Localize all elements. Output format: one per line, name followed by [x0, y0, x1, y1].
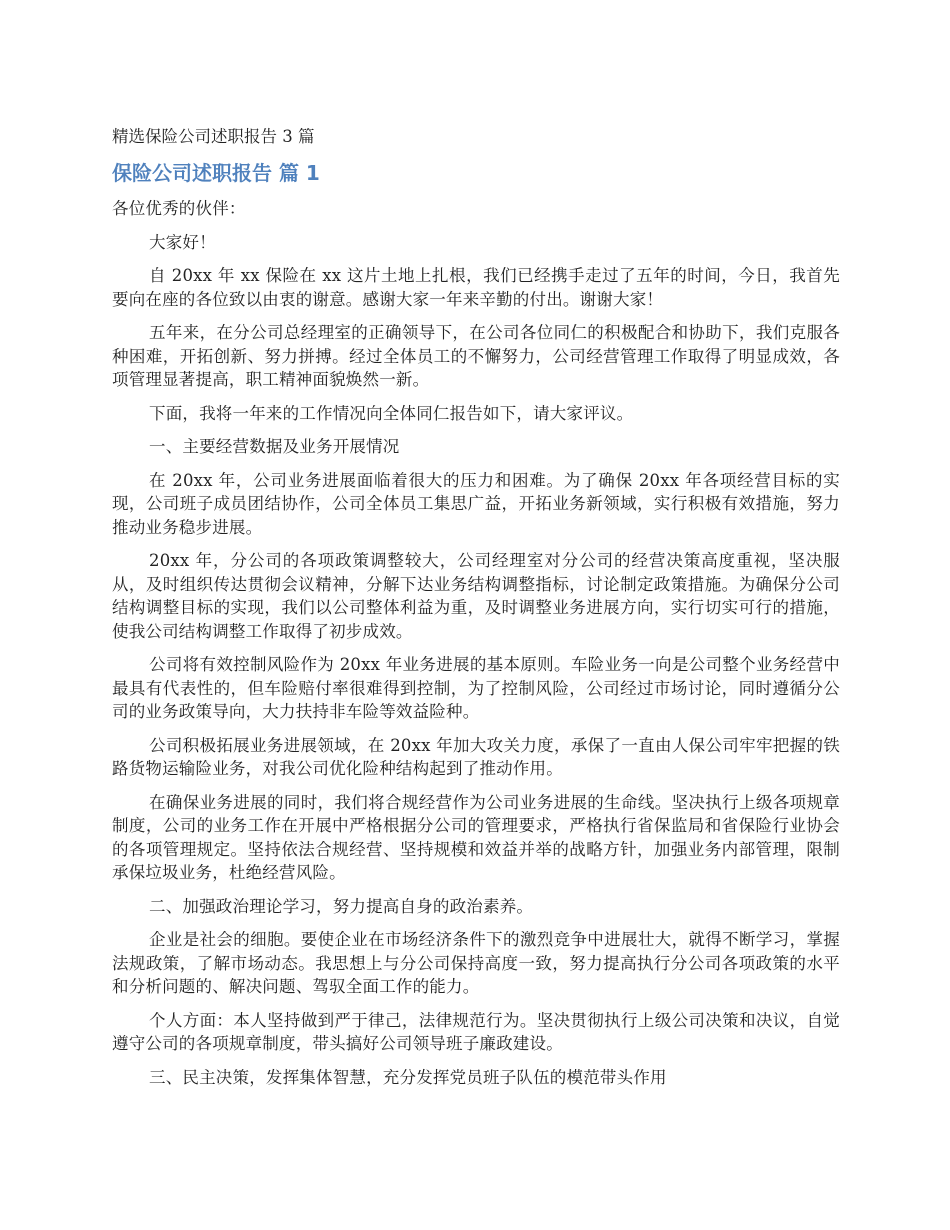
paragraph: 公司将有效控制风险作为 20xx 年业务进展的基本原则。车险业务一向是公司整个业务经营中最具有代表性的，但车险赔付率很难得到控制，为了控制风险，公司经过市场讨论，同时遵循分公司的业务政策导向，大力扶持非车险等效益险种。: [112, 655, 840, 721]
subheading-2: 二、加强政治理论学习，努力提高自身的政治素养。: [149, 896, 534, 916]
paragraph: 在确保业务进展的同时，我们将合规经营作为公司业务进展的生命线。坚决执行上级各项规章制度，公司的业务工作在开展中严格根据分公司的管理要求，严格执行省保监局和省保险行业协会的各项管理规定。坚持依法合规经营、坚持规模和效益并举的战略方针，加强业务内部管理，限制承保垃圾业务，杜绝经营风险。: [112, 792, 840, 882]
paragraph: 自 20xx 年 xx 保险在 xx 这片土地上扎根，我们已经携手走过了五年的时间，今日，我首先要向在座的各位致以由衷的谢意。感谢大家一年来辛勤的付出。谢谢大家！: [112, 266, 840, 309]
subheading-3: 三、民主决策，发挥集体智慧，充分发挥党员班子队伍的模范带头作用: [149, 1067, 667, 1087]
document-body: [112, 124, 840, 1099]
paragraph-greeting: 大家好！: [149, 232, 216, 252]
paragraph: 20xx 年，分公司的各项政策调整较大，公司经理室对分公司的经营决策高度重视，坚决服从，及时组织传达贯彻会议精神，分解下达业务结构调整指标，讨论制定政策措施。为确保分公司结构调整目标的实现，我们以公司整体利益为重，及时调整业务进展方向，实行切实可行的措施，使我公司结构调整工作取得了初步成效。: [112, 551, 840, 641]
document-title: 精选保险公司述职报告 3 篇: [112, 127, 315, 146]
paragraph: 五年来，在分公司总经理室的正确领导下，在公司各位同仁的积极配合和协助下，我们克服各种困难，开拓创新、努力拼搏。经过全体员工的不懈努力，公司经营管理工作取得了明显成效，各项管理显著提高，职工精神面貌焕然一新。: [112, 323, 840, 389]
paragraph: 公司积极拓展业务进展领域，在 20xx 年加大攻关力度，承保了一直由人保公司牢牢把握的铁路货物运输险业务，对我公司优化险种结构起到了推动作用。: [112, 735, 840, 778]
paragraph: 下面，我将一年来的工作情况向全体同仁报告如下，请大家评议。: [149, 403, 634, 423]
paragraph: 在 20xx 年，公司业务进展面临着很大的压力和困难。为了确保 20xx 年各项经营目标的实现，公司班子成员团结协作，公司全体员工集思广益，开拓业务新领域，实行积极有效措施，努力推动业务稳步进展。: [112, 470, 840, 537]
subheading-1: 一、主要经营数据及业务开展情况: [149, 437, 400, 456]
paragraph: 个人方面：本人坚持做到严于律己，法律规范行为。坚决贯彻执行上级公司决策和决议，自觉遵守公司的各项规章制度，带头搞好公司领导班子廉政建设。: [112, 1010, 840, 1053]
salutation: 各位优秀的伙伴：: [112, 199, 246, 218]
section-heading: 保险公司述职报告 篇 1: [112, 161, 320, 185]
paragraph: 企业是社会的细胞。要使企业在市场经济条件下的激烈竞争中进展壮大，就得不断学习，掌握法规政策，了解市场动态。我思想上与分公司保持高度一致，努力提高执行分公司各项政策的水平和分析问题的、解决问题、驾驭全面工作的能力。: [112, 930, 840, 996]
